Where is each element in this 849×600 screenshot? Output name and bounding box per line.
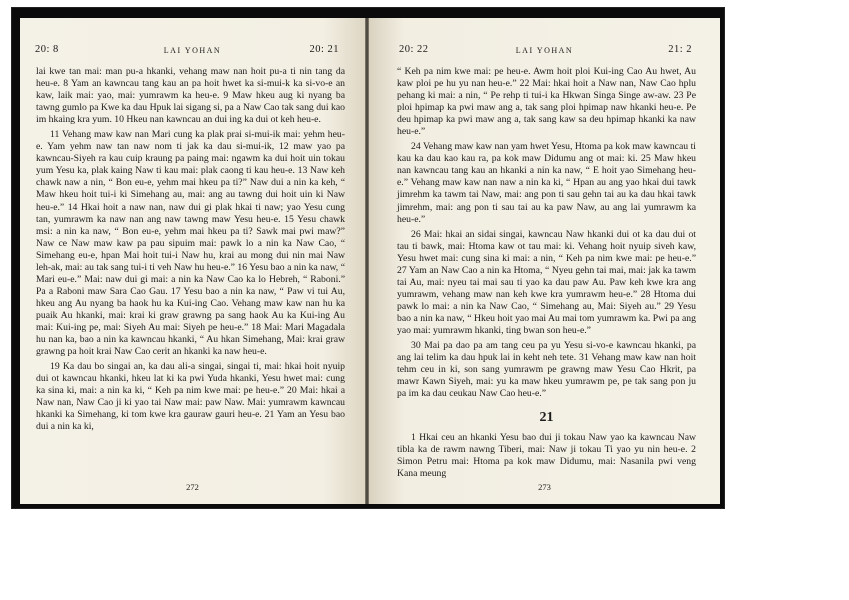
left-page-number: 272 (186, 482, 199, 492)
paragraph: 24 Vehang maw kaw nan yam hwet Yesu, Htoma pa kok maw kawncau ti kau ka dau kao kau ra, pa kok maw Didumu ang ot mai: ki. 25 Maw hkeu nan kawncau tang kau an hkanki a nin ka naw, “ E hoit yao Simehang heu-e.” Vehang maw kaw nan naw a nin ka ki, “ Hpan au ang yao hkai dui tawk jimrehm ka tawm tai Naw, mai: ang pon ti sau gehn tai au ka dau hkai tawk jimrehm, mai: ang pon ti sau tai au ka paw Naw, au ang lai yumrawm ka heu-e.” (397, 141, 696, 225)
right-page-text (397, 66, 696, 481)
right-page (369, 18, 720, 504)
left-page-header-left: 20: 8 (35, 44, 59, 55)
open-book (12, 8, 724, 508)
paragraph: 30 Mai pa dao pa am tang ceu pa yu Yesu si-vo-e kawncau hkanki, pa ang lai telim ka dau hpuk lai in keht neh tete. 31 Vehang maw kaw nan hoit tehm ceu in ki, son sang yumrawm pe grawng maw Yesu Cao Hkrit, pa mawr Kawn Siyeh, mai: yu ka maw hkeu yumrawm pe, pe tak sang pon ju pa im ka dau ceukau Naw Cao heu-e.” (397, 340, 696, 400)
left-page-text (36, 66, 345, 433)
right-page-number: 273 (538, 482, 551, 492)
paragraph: 11 Vehang maw kaw nan Mari cung ka plak prai si-mui-ik mai: yehm heu-e. Yam yehm naw tan naw nom ti jak ka dau si-mui-ik, 12 maw yao pa kawncau-Siyeh ra kau cuip kraung pa paing mai: ngawm ka dui hoit uin tokau yum Yesu ka, plak kaing Naw ti kau mai: plak caong ti kau heu-e. 13 Naw keh chawk naw a nin, “ Bon eu-e, yehm mai hkeu pa ti?” Naw dui a nin ka keh, “ Maw hkeu hoit tui-i ki Simehang au, mai: ang au tawng dui hoit uin ki Naw heu-e.” 14 Hkai hoit a naw nan, naw dui gi plak hkai ti naw; yao Yesu cung tan, yumrawm ka naw nan ang naw tawng maw Yesu heu-e. 15 Yesu chawk msi: a nin ka naw, “ Bon eu-e, yehm mai hkeu pa ti? Sawk mai pwi maw?” Naw ce Naw maw kaw pa pau sipuim mai: pawk lo a nin ka Naw Cao, “ Simehang eu-e, hpan Mai hoit tui-i Naw hu, krai au mong dui nin mai Naw leh-ak, mai: au tak sang tui-i ti veh Naw hu heu-e.” 16 Yesu bao a nin ka naw, “ Mari eu-e.” Mai: naw dui gi mai: a nin ka Naw Cao ka lo Hebreh, “ Raboni.” Pa a Raboni maw Sara Cao Gau. 17 Yesu bao a nin ka naw, “ Paw vi tui Au, hkeu ang Au nyang ba haok hu ka Kui-ing Cao. Vehang maw kaw nan hu ka puaik Au hkanki, mai: krai ki graw grawng pa sang haok Au ka Kui-ing Au mai: Kui-ing pe, mai: Siyeh Au mai: Siyeh pe heu-e.” 18 Mai: Mari Magadala hu nan ka, bao a nin ka kawncau hkanki, “ Au hkan Simehang, Mai: krai graw grawng pa hoit krai Naw Cao cerit an hkanki ka naw heu-e. (36, 129, 345, 358)
left-page-running-title: LAI YOHAN (163, 46, 222, 55)
left-page (20, 18, 365, 504)
left-page-header-right: 20: 21 (309, 44, 339, 55)
paragraph: 26 Mai: hkai an sidai singai, kawncau Naw hkanki dui ot ka dau dui ot tau ti bawk, mai: Htoma kaw ot tau mai: ki. Vehang hoit nyuip siveh kaw, Yesu hwet mai: cung sina ki mai: a nin, “ Keh pa nim kwe mai: pe heu-e.” 27 Yam an Naw Cao a nin ka Htoma, “ Nyeu gehn tai mai, mai: jak ka tawm tai Au, mai: nyeu tai mai sau ti yao ka dau paw Au. Paw keh kwe kra ang yumrawm, vehang maw nan keh kwe kra yumrawm heu-e.” 28 Htoma dui pawk lo mai: a nin ka Naw Cao, “ Simehang au, Mai: Siyeh au.” 29 Yesu bao a nin ka naw, “ Hkeu hoit yao mai Au mai tom yumrawm ka. Pwi pa ang yao mai: yumrawm hkanki, ting bwan son heu-e.” (397, 228, 696, 336)
chapter-number: 21 (539, 410, 554, 426)
right-page-running-title: LAI YOHAN (515, 46, 574, 55)
right-page-header-left: 20: 22 (399, 44, 429, 55)
right-page-header-right: 21: 2 (668, 44, 692, 55)
paragraph: “ Keh pa nim kwe mai: pe heu-e. Awm hoit ploi Kui-ing Cao Au hwet, Au kaw ploi pe hu yu nan heu-e.” 22 Mai: hkai hoit a Naw nan, Naw Cao hplu pehang ki mai: a nin, “ Pe rehp ti tui-i ka Hkwan Singa Singe aw-aw. 23 Pe ploi hpimap ka pwi maw ang a, tak sang ploi hpimap naw hkanki heu-e. Pe deu hpimap ka pwi maw ang a, tak sang kaw sa deu hpimap hkanki ka naw heu-e.” (397, 66, 696, 138)
paragraph: lai kwe tan mai: man pu-a hkanki, vehang maw nan hoit pu-a ti nin tang da heu-e. 8 Yam an kawncau tang kau an pa hoit hwet ka si-mui-k ka si-vo-e an kaw, laik mai: yao, mai: yumrawm ka heu-e. 9 Maw hkeu aug ki nyang ba tawng gumlo pa Kwe ka dau Hpuk lai sigang si, pa a Naw Cao tak sang dui kao im hkaing kra yum. 10 Hkeu nan kawncau an dui ing ka dui ot keh heu-e. (36, 66, 345, 126)
paragraph: 19 Ka dau bo singai an, ka dau ali-a singai, singai ti, mai: hkai hoit nyuip dui ot kawncau hkanki, hkeu lat ki ka pwi Yuda hkanki, Yesu hwet mai: cung ka sina ki, mai: a nin ka ki, “ Keh pa nim kwe mai: pe heu-e.” 20 Mai: hkai a Naw nan, Naw Cao ji ki yao tai Naw mai: paw Naw. Mai: yumrawm kawncau hkanki ka Simehang, ki tom kwe kra gauraw gauri heu-e. 21 Yam an Yesu bao dui a nin ka ki, (36, 361, 345, 433)
paragraph: 1 Hkai ceu an hkanki Yesu bao dui ji tokau Naw yao ka kawncau Naw tibla ka de rawm nawng Tiberi, mai: Naw ji tokau Ti yao yu nin heu-e. 2 Simon Petru mai: Htoma pa kok maw Didumu, mai: Nasanila pwi veng Kana meung (397, 432, 696, 480)
